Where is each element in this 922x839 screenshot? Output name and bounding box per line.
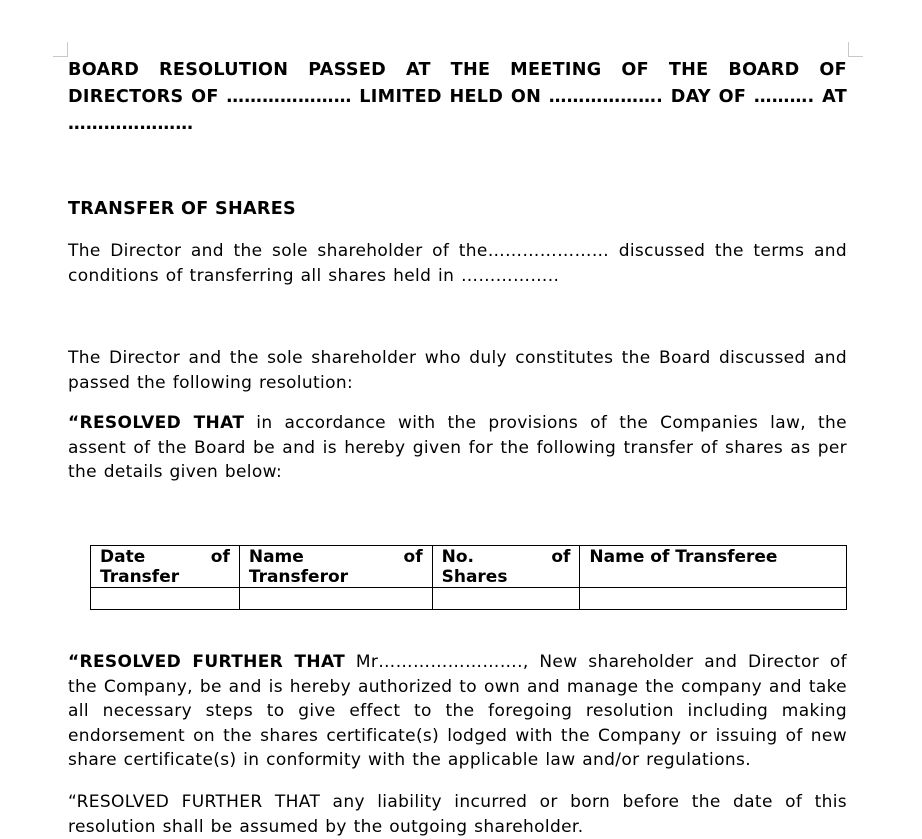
section-title: TRANSFER OF SHARES [68,199,297,219]
table-cell [432,588,580,610]
resolved-further-lead: “RESOLVED FURTHER THAT [68,652,346,672]
page-corner-mark-left [53,42,68,57]
header-date-of-transfer: Date of Transfer [91,546,240,588]
share-transfer-table [90,545,847,610]
header-no-of-shares: No. of Shares [432,546,580,588]
paragraph-terms: The Director and the sole shareholder of the………………… discussed the terms and conditions of transferring all shares held in …………….. [68,241,847,286]
table-header-row [91,546,847,588]
table-row [91,588,847,610]
resolution-heading: BOARD RESOLUTION PASSED AT THE MEETING OF THE BOARD OF DIRECTORS OF ………………… LIMITED HELD ON ………………. DAY OF ………. AT ………………… [68,60,847,134]
table-cell [91,588,240,610]
resolved-lead: “RESOLVED THAT [68,413,245,433]
resolved-further-text: Mr……………………., New shareholder and Director of the Company, be and is hereby authorized to own and manage the company and take all necessary steps to give effect to the foregoing resolution including making endorsement on the shares certificate(s) lodged with the Company or issuing of new share certificate(s) in conformity with the applicable law and/or regulations. [68,652,848,770]
resolved-text: in accordance with the provisions of the Companies law, the assent of the Board be and is hereby given for the following transfer of shares as per the details given below: [68,413,847,482]
paragraph-board: The Director and the sole shareholder who duly constitutes the Board discussed and passed the following resolution: [68,348,847,393]
header-name-of-transferor: Name of Transferor [239,546,432,588]
paragraph-resolved-further [68,650,847,773]
table-cell [239,588,432,610]
paragraph-resolved [68,411,847,485]
document-body [68,57,848,837]
header-name-of-transferee: Name of Transferee [580,546,847,588]
page-corner-mark-right [848,42,863,57]
paragraph-liability: “RESOLVED FURTHER THAT any liability incurred or born before the date of this resolution shall be assumed by the outgoing shareholder. [68,792,847,837]
table-cell [580,588,847,610]
